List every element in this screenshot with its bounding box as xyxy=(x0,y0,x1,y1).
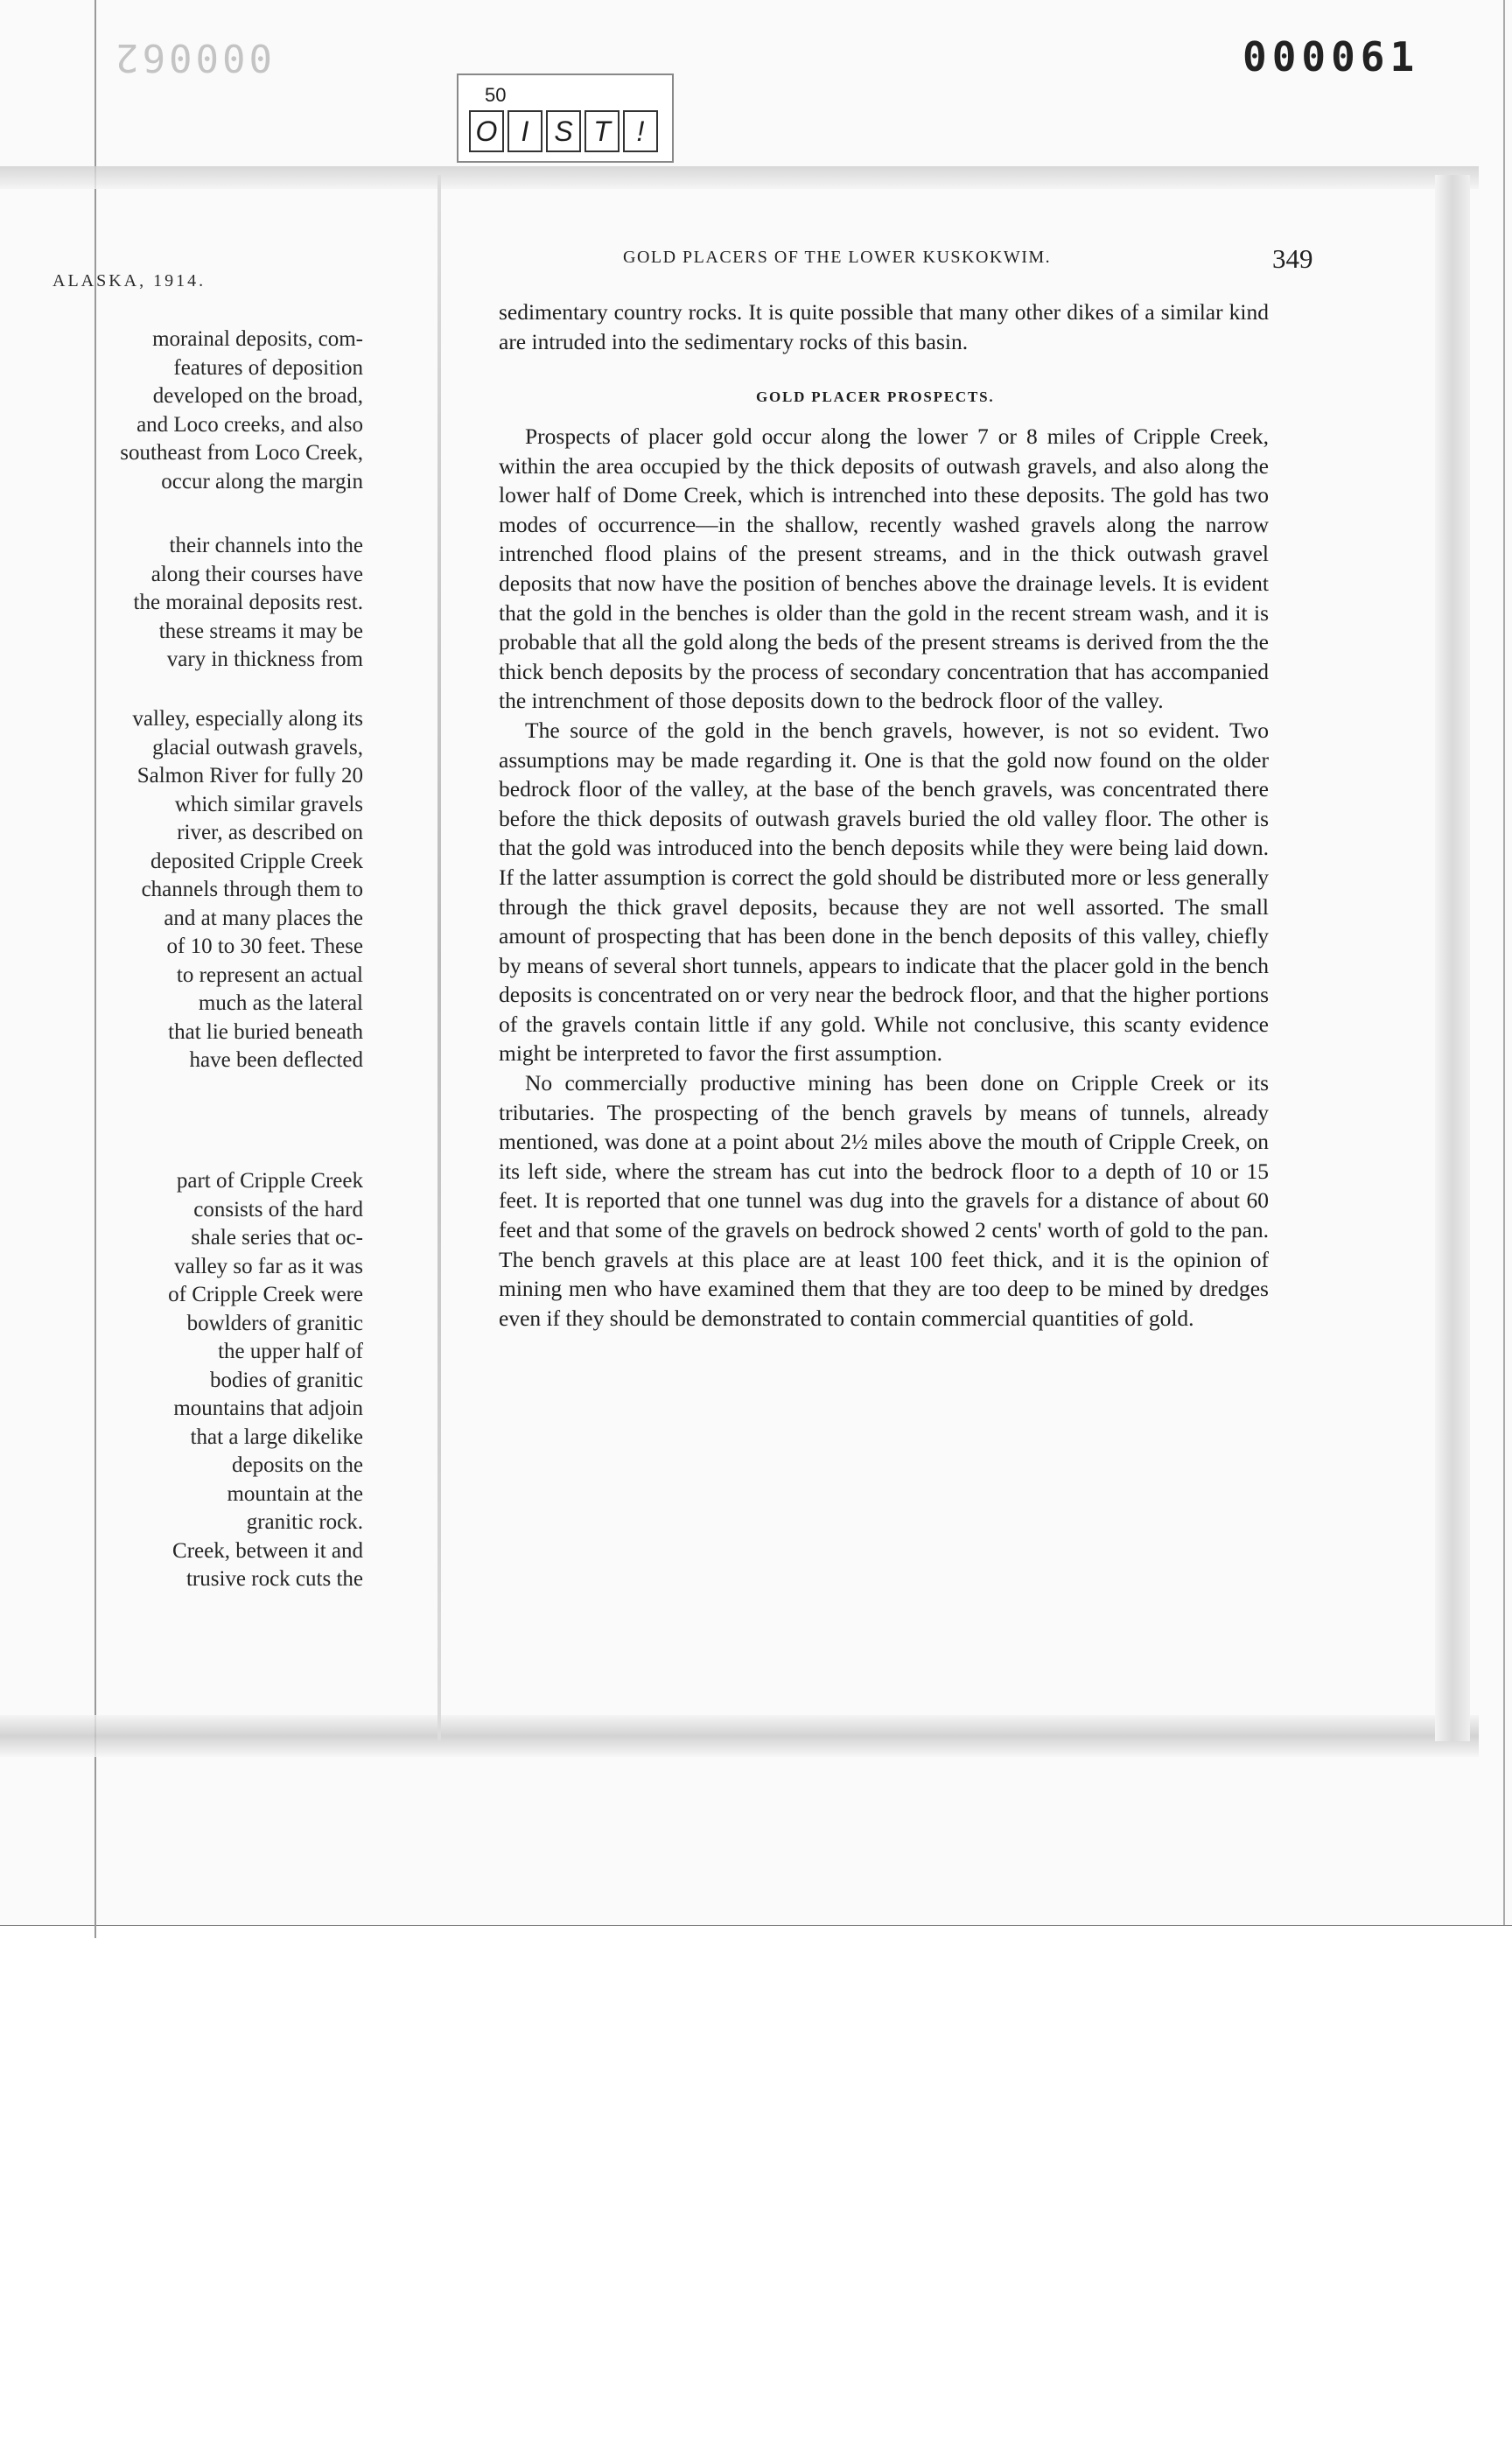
sheet-right-edge xyxy=(1503,0,1505,1925)
text-line: mountain at the xyxy=(227,1481,363,1506)
text-line: Salmon River for fully 20 xyxy=(136,764,363,788)
text-line: of 10 to 30 feet. These xyxy=(166,934,363,958)
faint-stamp-number: 000062 xyxy=(112,35,272,80)
text-line: their channels into the xyxy=(169,534,363,557)
left-paragraph-3 xyxy=(18,705,363,1075)
text-line: southeast from Loco Creek, xyxy=(120,441,363,465)
left-paragraph-4 xyxy=(18,1167,363,1594)
tag-box: S xyxy=(546,110,581,152)
text-line: these streams it may be xyxy=(158,619,363,643)
text-line: bodies of granitic xyxy=(210,1368,363,1392)
left-paragraph-1 xyxy=(18,326,363,496)
text-line: and at many places the xyxy=(164,906,363,930)
text-line: the morainal deposits rest. xyxy=(133,591,363,614)
book-gutter xyxy=(438,175,441,1741)
archive-stamp-number: 000061 xyxy=(1242,33,1420,80)
book-top-shadow xyxy=(0,166,1479,189)
text-line: mountains that adjoin xyxy=(173,1396,363,1420)
text-line: deposited Cripple Creek xyxy=(150,849,363,873)
left-paragraph-2 xyxy=(18,532,363,675)
text-line: vary in thickness from xyxy=(166,648,363,671)
text-line: much as the lateral xyxy=(198,991,363,1015)
text-line: shale series that oc- xyxy=(191,1226,363,1250)
text-line: deposits on the xyxy=(232,1453,363,1477)
text-line: valley so far as it was xyxy=(174,1254,363,1278)
left-page-header: ALASKA, 1914. xyxy=(52,271,206,290)
tag-boxes xyxy=(469,110,658,152)
tag-box: O xyxy=(469,110,504,152)
text-line: valley, especially along its xyxy=(132,707,363,731)
text-line: bowlders of granitic xyxy=(186,1311,363,1335)
body-paragraph: Prospects of placer gold occur along the lower 7 or 8 miles of Cripple Creek, within the area occupied by the thick deposits of outwash gravels, and also along the lower half of Dome Creek, which is intrenched into these deposits. The gold has two modes of occurrence—in the shallow, recently washed gravels along the narrow intrenched flood plains of the present streams, and in the thick outwash gravel deposits that now have the position of benches above the drainage levels. It is evident that the gold in the benches is older than the gold in the recent stream wash, and it is probable that all the gold along the beds of the present streams is derived from the the thick bench deposits by the process of secondary concentration that has accompanied the intrenchment of those deposits down to the bedrock floor of the valley. xyxy=(499,424,1269,714)
page-edges xyxy=(1435,175,1470,1741)
text-line: developed on the broad, xyxy=(152,384,363,408)
text-line: glacial outwash gravels, xyxy=(152,735,363,760)
text-line: part of Cripple Creek xyxy=(176,1169,363,1193)
text-line: consists of the hard xyxy=(193,1197,363,1222)
tag-box: T xyxy=(584,110,620,152)
page-number: 349 xyxy=(1272,243,1313,274)
running-head: GOLD PLACERS OF THE LOWER KUSKOKWIM. xyxy=(623,248,1052,267)
text-line: of Cripple Creek were xyxy=(168,1283,363,1306)
tag-number: 50 xyxy=(485,84,507,106)
text-line: Creek, between it and xyxy=(172,1538,363,1563)
text-line: morainal deposits, com- xyxy=(152,327,363,351)
text-line: occur along the margin xyxy=(161,469,363,494)
text-line: which similar gravels xyxy=(174,792,363,816)
section-title: GOLD PLACER PROSPECTS. xyxy=(756,388,995,405)
text-line: the upper half of xyxy=(218,1340,363,1363)
text-line: that a large dikelike xyxy=(190,1424,363,1449)
text-line: along their courses have xyxy=(150,562,363,586)
text-line: and Loco creeks, and also xyxy=(136,412,363,437)
text-line: river, as described on xyxy=(177,821,363,844)
text-line: features of deposition xyxy=(173,355,363,380)
text-line: granitic rock. xyxy=(246,1510,363,1534)
text-line: that lie buried beneath xyxy=(168,1019,363,1044)
body-paragraph: The source of the gold in the bench gravels, however, is not so evident. Two assumptions may be made regarding it. One is that the gold now found on the older bedrock floor of the valley, at the base of the bench gravels, was concentrated there before the thick deposits of outwash gravels buried the old valley floor. The other is that the gold was introduced into the bench deposits while they were being laid down. If the latter assumption is correct the gold should be distributed more or less generally through the thick gravel deposits, because they are not well assorted. The small amount of prospecting that has been done in the bench deposits of this valley, chiefly by means of several short tunnels, appears to indicate that the placer gold in the bench deposits is concentrated on or very near the bedrock floor, and that the higher portions of the gravels contain little if any gold. While not conclusive, this scanty evidence might be interpreted to favor the first assumption. xyxy=(499,717,1269,1067)
text-line: have been deflected xyxy=(189,1048,363,1072)
text-line: channels through them to xyxy=(141,878,363,901)
tag-box: I xyxy=(508,110,542,152)
text-line: trusive rock cuts the xyxy=(186,1567,363,1591)
text-line: to represent an actual xyxy=(176,962,363,987)
book-bottom-shadow xyxy=(0,1715,1479,1757)
tag-box: ! xyxy=(623,110,658,152)
intro-paragraph: sedimentary country rocks. It is quite possible that many other dikes of a similar kind are intruded into the sedimentary rocks of this basin. xyxy=(499,299,1269,354)
body-paragraph: No commercially productive mining has been done on Cripple Creek or its tributaries. The prospecting of the bench gravels by means of tunnels, already mentioned, was done at a point about 2½ miles above the mouth of Cripple Creek, on its left side, where the stream has cut into the bedrock floor to a depth of 10 or 15 feet. It is reported that one tunnel was dug into the gravels for a distance of about 60 feet and that some of the gravels on bedrock showed 2 cents' worth of gold to the pan. The bench gravels at this place are at least 100 feet thick, and it is the opinion of mining men who have examined them that they are too deep to be mined by dredges even if they should be demonstrated to contain commercial quantities of gold. xyxy=(499,1070,1269,1331)
archive-tag xyxy=(457,74,674,163)
body-paragraphs xyxy=(499,422,1269,1333)
